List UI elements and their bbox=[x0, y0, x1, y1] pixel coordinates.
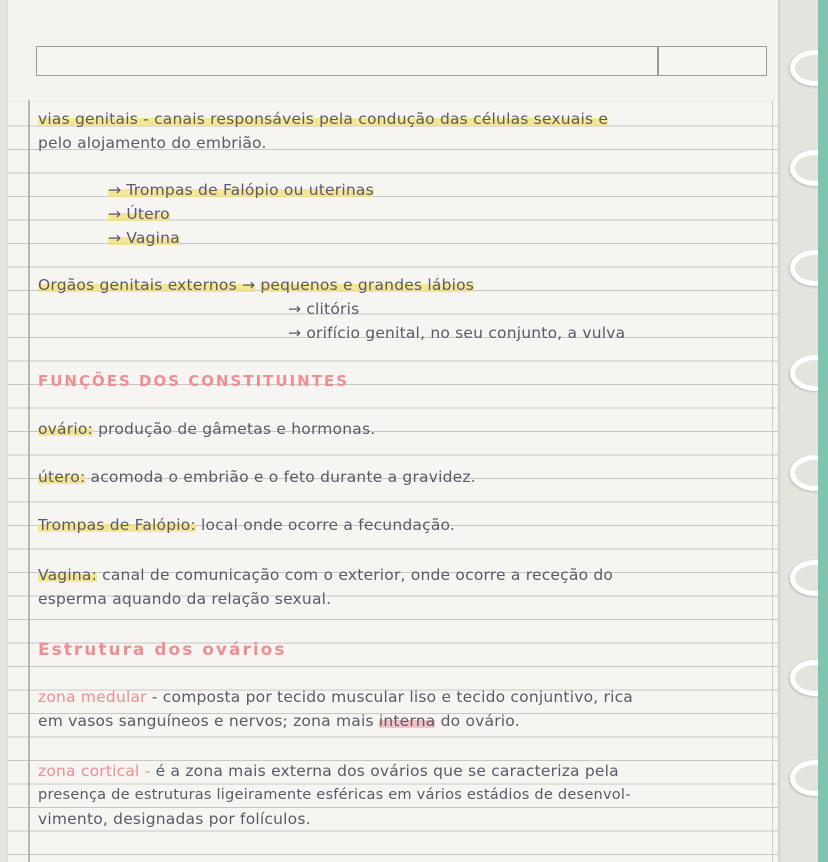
header-box bbox=[36, 46, 767, 76]
note-text: esperma aquando da relação sexual. bbox=[38, 590, 332, 608]
note-text: produção de gâmetas e hormonas. bbox=[98, 420, 376, 438]
highlighted-text: vias genitais - canais responsáveis pela condução das células sexuais e bbox=[38, 110, 609, 128]
term-label: útero: bbox=[38, 468, 86, 486]
heading-text: FUNÇÕES DOS CONSTITUINTES bbox=[38, 372, 349, 390]
right-margin-line bbox=[772, 100, 773, 862]
note-text: em vasos sanguíneos e nervos; zona mais bbox=[38, 712, 374, 730]
note-line-ovario bbox=[38, 420, 375, 438]
term-label: zona medular bbox=[38, 688, 147, 706]
highlighted-text: interna bbox=[378, 712, 436, 730]
header-box-divider bbox=[657, 47, 659, 75]
highlighted-text: Orgãos genitais externos → bbox=[38, 276, 256, 294]
highlighted-text: pequenos e grandes lábios bbox=[260, 276, 475, 294]
term-label: zona cortical - bbox=[38, 762, 151, 780]
highlighted-text: → Vagina bbox=[108, 229, 180, 247]
note-line-esperma bbox=[38, 590, 331, 608]
bullet-trompas bbox=[108, 181, 374, 199]
note-line-externos bbox=[38, 276, 474, 294]
highlighted-text: → Trompas de Falópio ou uterinas bbox=[108, 181, 374, 199]
highlighted-text: → Útero bbox=[108, 205, 170, 223]
note-line-vagina bbox=[38, 566, 613, 584]
note-text: - composta por tecido muscular liso e tecido conjuntivo, rica bbox=[151, 688, 634, 706]
note-text: acomoda o embrião e o feto durante a gravidez. bbox=[90, 468, 476, 486]
note-line-alojamento bbox=[38, 134, 267, 152]
note-text: local onde ocorre a fecundação. bbox=[201, 516, 456, 534]
term-label: Trompas de Falópio: bbox=[38, 516, 196, 534]
note-line-vasos bbox=[38, 712, 520, 730]
bullet-vagina bbox=[108, 229, 180, 247]
note-text: → clitóris bbox=[288, 300, 360, 318]
note-text: é a zona mais externa dos ovários que se caracteriza pela bbox=[155, 762, 619, 780]
note-line-clitoris bbox=[288, 300, 359, 318]
note-text: do ovário. bbox=[440, 712, 520, 730]
margin-line bbox=[28, 100, 30, 862]
term-label: Vagina: bbox=[38, 566, 97, 584]
note-line-vias-genitais bbox=[38, 110, 608, 128]
term-label: ovário: bbox=[38, 420, 93, 438]
bullet-utero bbox=[108, 205, 170, 223]
note-line-trompas bbox=[38, 516, 455, 534]
note-text: pelo alojamento do embrião. bbox=[38, 134, 267, 152]
binder-spine bbox=[818, 0, 828, 862]
note-text: → orifício genital, no seu conjunto, a vulva bbox=[288, 324, 626, 342]
note-line-vulva bbox=[288, 324, 625, 342]
note-line-presenca bbox=[38, 786, 631, 803]
heading-text: Estrutura dos ovários bbox=[38, 640, 287, 660]
note-line-zona-medular bbox=[38, 688, 633, 706]
note-text: vimento, designadas por folículos. bbox=[38, 810, 311, 828]
heading-estrutura bbox=[38, 640, 286, 660]
note-line-zona-cortical bbox=[38, 762, 619, 780]
note-text: canal de comunicação com o exterior, onde ocorre a receção do bbox=[102, 566, 614, 584]
notebook-page bbox=[8, 0, 778, 862]
note-text: presença de estruturas ligeiramente esféricas em vários estádios de desenvol- bbox=[38, 786, 631, 803]
note-line-foliculos bbox=[38, 810, 311, 828]
heading-funcoes bbox=[38, 372, 349, 390]
note-line-utero bbox=[38, 468, 476, 486]
